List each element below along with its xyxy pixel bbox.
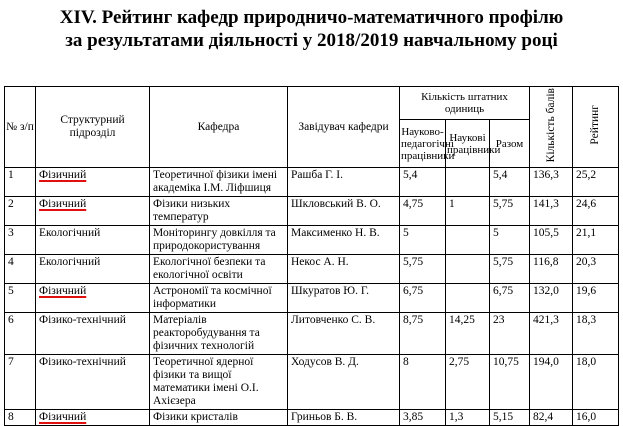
row-num: 6: [5, 313, 36, 355]
row-total: 6,75: [490, 284, 530, 313]
unit-underlined-text: Фізичний: [39, 198, 87, 211]
row-num: 8: [5, 410, 36, 426]
row-points: 105,5: [530, 226, 573, 255]
header-head: Завідувач кафедри: [288, 87, 400, 168]
row-sci: [446, 168, 490, 197]
row-sci: [446, 226, 490, 255]
header-dept: Кафедра: [150, 87, 288, 168]
row-num: 2: [5, 197, 36, 226]
table-row: [5, 168, 619, 197]
row-total: 5,75: [490, 197, 530, 226]
row-total: 23: [490, 313, 530, 355]
row-num: 7: [5, 355, 36, 410]
header-num: № з/п: [5, 87, 36, 168]
table-row: [5, 284, 619, 313]
table-row: [5, 226, 619, 255]
row-num: 5: [5, 284, 36, 313]
row-rating: 18,3: [573, 313, 619, 355]
title-line-2: за результатами діяльності у 2018/2019 навчальному році: [65, 30, 558, 51]
row-ped: 5,4: [400, 168, 446, 197]
row-ped: 5,75: [400, 255, 446, 284]
row-num: 1: [5, 168, 36, 197]
row-unit: Фізико-технічний: [36, 313, 150, 355]
row-head: Шкловський В. О.: [288, 197, 400, 226]
page-title: [0, 6, 623, 52]
row-sci: [446, 284, 490, 313]
row-points: 82,4: [530, 410, 573, 426]
row-points: 136,3: [530, 168, 573, 197]
row-dept: Теоретичної фізики імені академіка І.М. Ліфшиця: [150, 168, 288, 197]
row-points: 194,0: [530, 355, 573, 410]
row-rating: 21,1: [573, 226, 619, 255]
table-row: [5, 197, 619, 226]
row-ped: 4,75: [400, 197, 446, 226]
title-line-1: XIV. Рейтинг кафедр природничо-математичного профілю: [59, 7, 564, 28]
header-ped: Науково-педагогічні працівники: [400, 120, 446, 168]
row-dept: Теоретичної ядерної фізики та вищої математики імені О.І. Ахієзера: [150, 355, 288, 410]
row-ped: 8,75: [400, 313, 446, 355]
row-sci: 1,3: [446, 410, 490, 426]
table-row: [5, 313, 619, 355]
row-unit: Екологічний: [36, 226, 150, 255]
row-total: 5,4: [490, 168, 530, 197]
row-rating: 16,0: [573, 410, 619, 426]
row-rating: 19,6: [573, 284, 619, 313]
row-unit: [36, 284, 150, 313]
header-rating-text: Рейтинг: [589, 105, 601, 145]
row-ped: 5: [400, 226, 446, 255]
table-body: [5, 168, 619, 426]
row-rating: 24,6: [573, 197, 619, 226]
header-points: [530, 87, 573, 168]
header-staff: Кількість штатних одиниць: [400, 87, 530, 120]
row-total: 10,75: [490, 355, 530, 410]
row-head: Гриньов Б. В.: [288, 410, 400, 426]
row-ped: 8: [400, 355, 446, 410]
row-ped: 3,85: [400, 410, 446, 426]
row-sci: 2,75: [446, 355, 490, 410]
row-sci: 1: [446, 197, 490, 226]
header-unit: Структурний підрозділ: [36, 87, 150, 168]
row-dept: Астрономії та космічної інформатики: [150, 284, 288, 313]
unit-underlined-text: Фізичний: [39, 411, 87, 424]
header-points-text: Кількість балів: [544, 88, 557, 163]
unit-underlined-text: Фізичний: [39, 169, 87, 182]
row-ped: 6,75: [400, 284, 446, 313]
header-total: Разом: [490, 120, 530, 168]
row-total: 5: [490, 226, 530, 255]
row-unit: Фізико-технічний: [36, 355, 150, 410]
row-dept: Фізики кристалів: [150, 410, 288, 426]
row-num: 3: [5, 226, 36, 255]
row-head: Некос А. Н.: [288, 255, 400, 284]
row-rating: 25,2: [573, 168, 619, 197]
row-dept: Фізики низьких температур: [150, 197, 288, 226]
row-rating: 18,0: [573, 355, 619, 410]
header-rating: [573, 87, 619, 168]
row-head: Литовченко С. В.: [288, 313, 400, 355]
row-total: 5,75: [490, 255, 530, 284]
row-num: 4: [5, 255, 36, 284]
row-unit: [36, 168, 150, 197]
row-sci: 14,25: [446, 313, 490, 355]
row-head: Рашба Г. І.: [288, 168, 400, 197]
row-total: 5,15: [490, 410, 530, 426]
table-row: [5, 355, 619, 410]
row-sci: [446, 255, 490, 284]
row-head: Ходусов В. Д.: [288, 355, 400, 410]
row-head: Максименко Н. В.: [288, 226, 400, 255]
row-dept: Екологічної безпеки та екологічної освіти: [150, 255, 288, 284]
row-dept: Моніторингу довкілля та природокористування: [150, 226, 288, 255]
table-row: [5, 410, 619, 426]
table-row: [5, 255, 619, 284]
unit-underlined-text: Фізичний: [39, 285, 87, 298]
row-points: 116,8: [530, 255, 573, 284]
row-points: 141,3: [530, 197, 573, 226]
row-unit: [36, 197, 150, 226]
header-sci: Наукові працівники: [446, 120, 490, 168]
rating-table: [4, 86, 619, 426]
row-points: 132,0: [530, 284, 573, 313]
row-dept: Матеріалів реакторобудування та фізичних технологій: [150, 313, 288, 355]
row-head: Шкуратов Ю. Г.: [288, 284, 400, 313]
row-points: 421,3: [530, 313, 573, 355]
row-rating: 20,3: [573, 255, 619, 284]
row-unit: [36, 410, 150, 426]
row-unit: Екологічний: [36, 255, 150, 284]
